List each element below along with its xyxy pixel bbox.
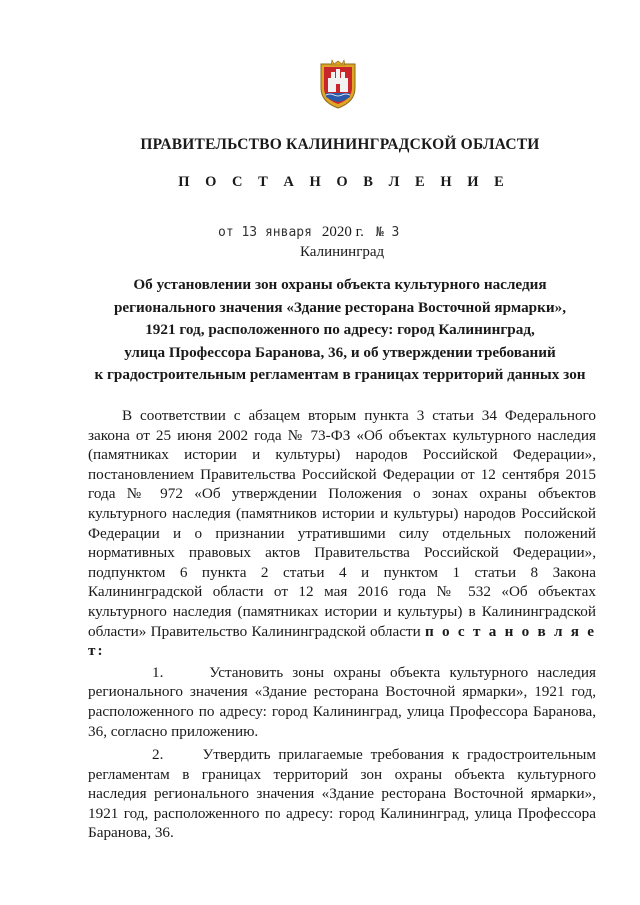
title-line: улица Профессора Баранова, 36, и об утверждении требований: [124, 343, 556, 361]
preamble-paragraph: [88, 406, 596, 661]
document-title: [60, 274, 620, 387]
title-line: 1921 год, расположенного по адресу: город Калининград,: [145, 321, 535, 338]
date-line: [218, 224, 399, 241]
document-body: [88, 406, 596, 843]
document-type-heading: П О С Т А Н О В Л Е Н И Е: [178, 174, 510, 190]
resolution-item-2: 2. Утвердить прилагаемые требования к градостроительным регламентам в границах территорий зон охраны объекта культурного наследия регионального значения «Здание ресторана Восточной ярмарки», 1921 год, расположенного по адресу: город Калининград, улица Профессора Баранова, 36.: [88, 746, 596, 842]
coat-of-arms-emblem: [318, 58, 358, 110]
resolution-item-1: 1. Установить зоны охраны объекта культурного наследия регионального значения «Здание ресторана Восточной ярмарки», 1921 год, расположенного по адресу: город Калининград, улица Профессора Баранова, 36, согласно приложению.: [88, 663, 596, 740]
resolves-phrase: п о с т а н о в л я е т:: [88, 622, 596, 660]
document-number: № 3: [375, 225, 400, 240]
title-line: Об установлении зон охраны объекта культурного наследия: [133, 276, 547, 293]
document-city: Калининград: [300, 244, 385, 260]
title-line: регионального значения «Здание ресторана Восточной ярмарки»,: [113, 298, 567, 316]
organization-name: ПРАВИТЕЛЬСТВО КАЛИНИНГРАДСКОЙ ОБЛАСТИ: [140, 136, 540, 153]
preamble-text: В соответствии с абзацем вторым пункта 3 статьи 34 Федерального закона от 25 июня 2002 года № 73-ФЗ «Об объектах культурного наследия (памятниках истории и культуры) народов Российской Федерации», постановлением Правительства Российской Федерации от 12 сентября 2015 года № 972 «Об утверждении Положения о зонах охраны объектов культурного наследия (памятников истории и культуры) народов Российской Федерации и о признании утратившими силу отдельных положений нормативных правовых актов Правительства Российской Федерации», подпунктом 6 пункта 2 статьи 4 и пунктом 1 статьи 8 Закона Калининградской области от 12 мая 2016 года № 532 «Об объектах культурного наследия (памятниках истории и культуры) в Калининградской области» Правительство Калининградской области: [88, 407, 596, 640]
title-line: к градостроительным регламентам в границах территорий данных зон: [94, 366, 586, 383]
document-year: 2020 г.: [321, 224, 364, 240]
document-date: от 13 января: [218, 225, 312, 240]
